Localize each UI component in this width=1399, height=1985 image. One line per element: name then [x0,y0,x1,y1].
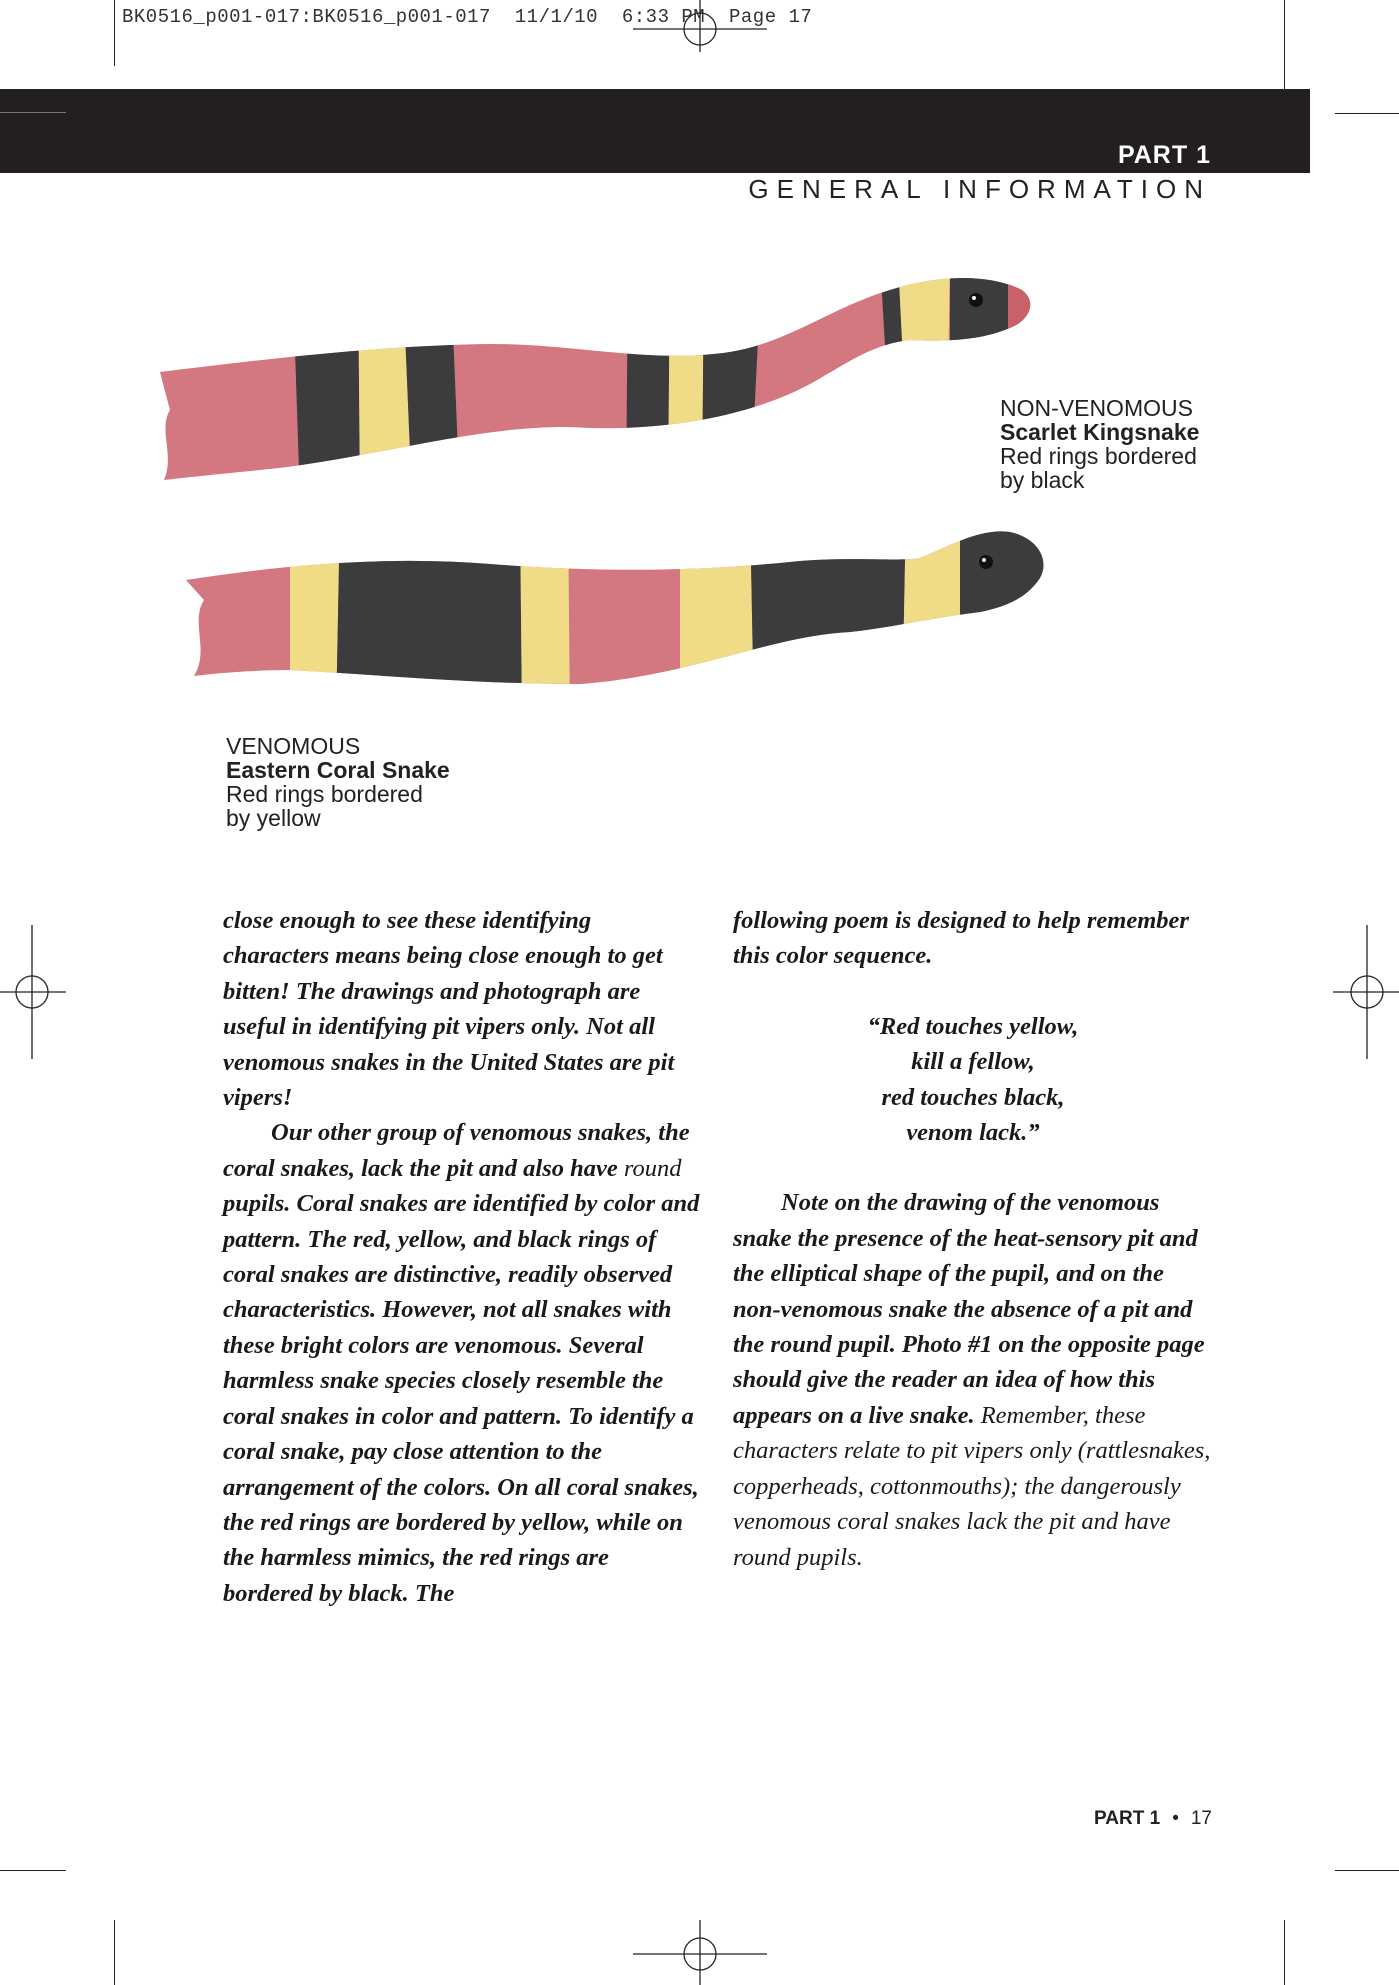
eastern-coral-snake-drawing [150,510,1070,720]
registration-mark-right [1329,925,1399,1059]
right-paragraph-2 [733,1185,1213,1574]
printer-slug: BK0516_p001-017:BK0516_p001-017 11/1/10 6:33 PM Page 17 [122,6,813,28]
right-paragraph-1: following poem is designed to help remember this color sequence. [733,907,1189,970]
coral-snake-eye [979,555,993,569]
header-band [0,89,1310,173]
registration-mark-top [633,0,767,60]
coral-snake-species: Eastern Coral Snake [226,757,450,783]
kingsnake-eye [969,293,983,307]
poem-line-1: “Red touches yellow, [867,1012,1079,1040]
crop-mark-top-left [114,0,115,66]
coral-snake-desc-line1: Red rings bordered [226,781,423,807]
left-paragraph-1: close enough to see these identifying characters means being close enough to get bitten! The drawings and photograph are useful in identifying pit vipers only. Not all venomous snakes in the United States are pit vipers! [223,907,675,1112]
crop-mark-bottom-right-v [1284,1920,1285,1985]
header-rule [0,112,66,113]
kingsnake-desc-line2: by black [1000,467,1085,493]
kingsnake-desc-line1: Red rings bordered [1000,443,1197,469]
section-title: GENERAL INFORMATION [748,174,1211,204]
right-column [733,903,1213,1575]
coral-snake-status: VENOMOUS [226,733,361,759]
crop-mark-top-right [1284,0,1285,100]
page-footer [1094,1808,1212,1830]
kingsnake-status: NON-VENOMOUS [1000,395,1193,421]
poem-line-2: kill a fellow, [911,1048,1035,1076]
kingsnake-species: Scarlet Kingsnake [1000,419,1200,445]
round-word: round [623,1154,682,1182]
crop-mark-bottom-right-h [1335,1870,1399,1871]
crop-mark-bottom-left-h [0,1870,66,1871]
right-paragraph-2-bold: Note on the drawing of the venomous snake the presence of the heat-sensory pit and the elliptical shape of the pupil, and on the non-venomous snake the absence of a pit and the round pupil. Photo #1 on the opposite page should give the reader an idea of how this appears on a live snake. [733,1189,1205,1429]
left-paragraph-2 [223,1115,703,1611]
left-paragraph-2-end: pupils. Coral snakes are identified by color and pattern. The red, yellow, and black rings of coral snakes are distinctive, readily observed characteristics. However, not all snakes with these bright colors are venomous. Several harmless snake species closely resemble the coral snakes in color and pattern. To identify a coral snake, pay close attention to the arrangement of the colors. On all coral snakes, the red rings are bordered by yellow, while on the harmless mimics, the red rings are bordered by black. The [223,1190,700,1607]
snake-illustration [150,260,1070,720]
poem-line-4: venom lack.” [906,1119,1040,1147]
right-paragraph-2-plain: Remember, these characters relate to pit vipers only (rattlesnakes, copperheads, cottonmouths); the dangerously venomous coral snakes lack the pit and have round pupils. [733,1401,1211,1571]
left-paragraph-2-start: Our other group of venomous snakes, the coral snakes, lack the pit and also have [223,1119,690,1182]
part-title: PART 1 [1117,141,1211,169]
left-column [223,903,703,1611]
crop-mark-right-top [1335,113,1399,114]
footer-part: PART 1 [1094,1808,1161,1829]
coral-snake-desc-line2: by yellow [226,805,321,831]
crop-mark-bottom-left-v [114,1920,115,1985]
registration-mark-left [0,925,70,1059]
footer-bullet: • [1172,1808,1179,1829]
kingsnake-caption [1000,396,1199,492]
scarlet-kingsnake-drawing [150,260,1070,500]
poem-line-3: red touches black, [881,1083,1065,1111]
registration-mark-bottom [633,1920,767,1985]
coral-snake-caption [226,734,450,830]
page-number: 17 [1190,1808,1212,1829]
